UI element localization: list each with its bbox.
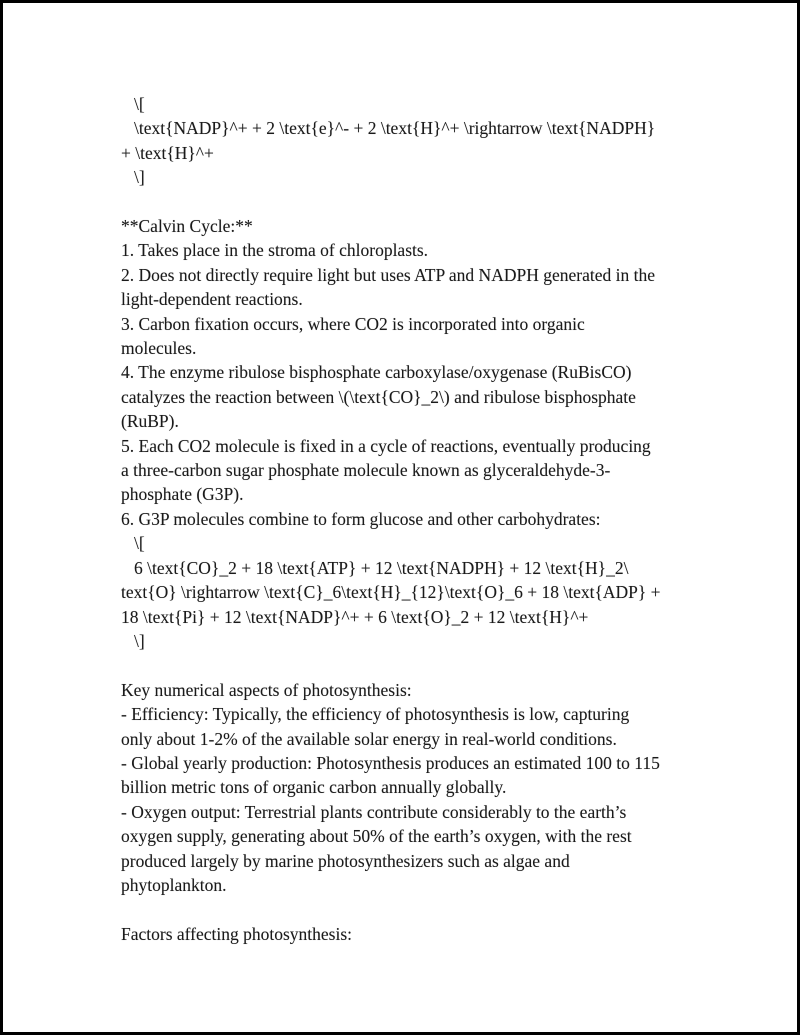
list-item: phosphate (G3P). (121, 484, 244, 505)
text-line: produced largely by marine photosynthesizers such as algae and (121, 850, 570, 871)
list-item: 6. G3P molecules combine to form glucose and other carbohydrates: (121, 508, 601, 529)
document-body (121, 92, 691, 946)
nadp-equation-line: \text{NADP}^+ + 2 \text{e}^- + 2 \text{H}^+ \rightarrow \text{NADPH} (134, 118, 656, 139)
numerical-aspects-heading: Key numerical aspects of photosynthesis: (121, 679, 412, 700)
blank-line (121, 897, 691, 921)
list-item: 4. The enzyme ribulose bisphosphate carboxylase/oxygenase (RuBisCO) (121, 362, 632, 383)
text-line: oxygen supply, generating about 50% of the earth’s oxygen, with the rest (121, 826, 632, 847)
calvin-equation-line: 6 \text{CO}_2 + 18 \text{ATP} + 12 \text{NADPH} + 12 \text{H}_2\ (134, 557, 629, 578)
text-line: - Oxygen output: Terrestrial plants contribute considerably to the earth’s (121, 801, 627, 822)
blank-line (121, 190, 691, 214)
text-line: - Efficiency: Typically, the efficiency of photosynthesis is low, capturing (121, 704, 630, 725)
list-item: a three-carbon sugar phosphate molecule known as glyceraldehyde-3- (121, 460, 611, 481)
text-line: phytoplankton. (121, 874, 227, 895)
list-item: catalyzes the reaction between \(\text{CO}_2\) and ribulose bisphosphate (121, 386, 636, 407)
list-item: molecules. (121, 338, 197, 359)
calvin-equation-line: text{O} \rightarrow \text{C}_6\text{H}_{12}\text{O}_6 + 18 \text{ADP} + (121, 582, 661, 603)
text-line: billion metric tons of organic carbon annually globally. (121, 777, 507, 798)
text-line: only about 1-2% of the available solar energy in real-world conditions. (121, 728, 617, 749)
nadp-equation-continuation: + \text{H}^+ (121, 142, 214, 163)
calvin-cycle-heading: **Calvin Cycle:** (121, 216, 253, 237)
text-line: - Global yearly production: Photosynthesis produces an estimated 100 to 115 (121, 752, 660, 773)
list-item: 2. Does not directly require light but uses ATP and NADPH generated in the (121, 264, 655, 285)
math-open-delimiter: \[ (134, 94, 145, 114)
math-open-delimiter: \[ (134, 533, 145, 554)
list-item: (RuBP). (121, 411, 179, 432)
list-item: light-dependent reactions. (121, 289, 303, 310)
factors-heading: Factors affecting photosynthesis: (121, 923, 353, 944)
list-item: 1. Takes place in the stroma of chloroplasts. (121, 240, 429, 261)
math-close-delimiter: \] (134, 630, 145, 651)
list-item: 3. Carbon fixation occurs, where CO2 is incorporated into organic (121, 313, 585, 334)
math-close-delimiter: \] (134, 167, 145, 188)
blank-line (121, 653, 691, 677)
calvin-equation-line: 18 \text{Pi} + 12 \text{NADP}^+ + 6 \text{O}_2 + 12 \text{H}^+ (121, 606, 589, 627)
list-item: 5. Each CO2 molecule is fixed in a cycle of reactions, eventually producing (121, 435, 651, 456)
